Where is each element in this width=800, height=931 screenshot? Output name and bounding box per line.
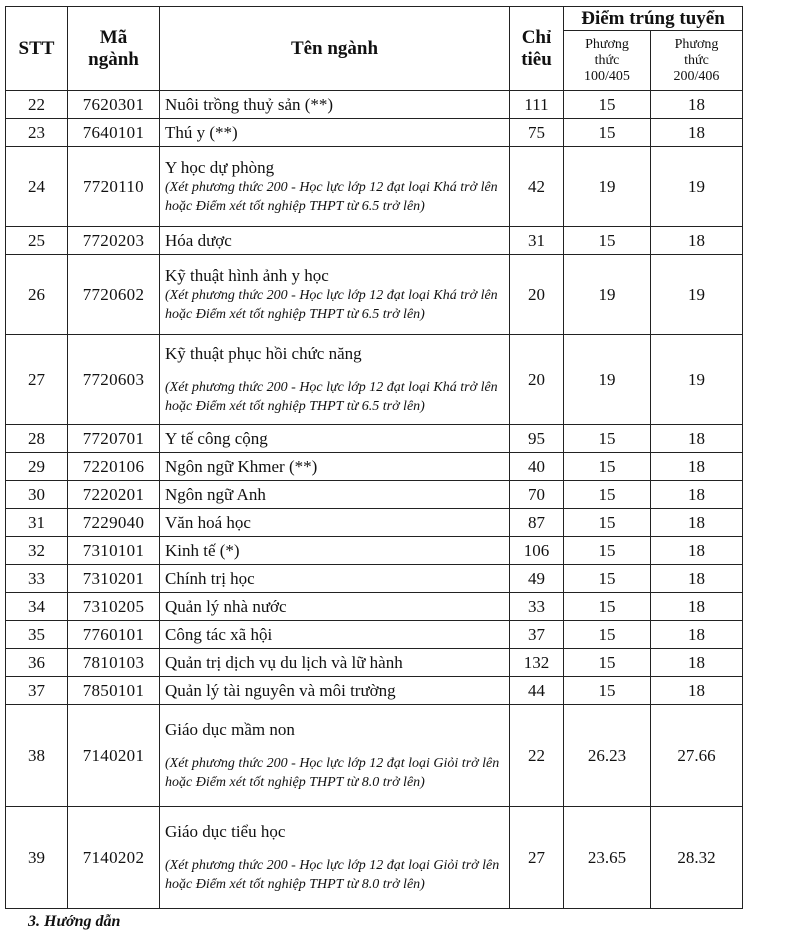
cell-name (160, 677, 510, 705)
cell-name (160, 91, 510, 119)
cell-name (160, 453, 510, 481)
cell-quota: 42 (510, 147, 564, 227)
cell-quota: 87 (510, 509, 564, 537)
cell-name (160, 593, 510, 621)
table-row (6, 807, 743, 909)
cell-name (160, 649, 510, 677)
cell-code: 7220201 (68, 481, 160, 509)
major-name: Y tế công cộng (165, 428, 268, 448)
cell-code: 7720603 (68, 335, 160, 425)
cell-method-1: 15 (564, 509, 651, 537)
cell-method-1: 19 (564, 335, 651, 425)
major-name: Quản lý nhà nước (165, 596, 287, 616)
table-row (6, 677, 743, 705)
cell-method-2: 18 (651, 565, 743, 593)
cell-method-1: 15 (564, 537, 651, 565)
cell-stt: 36 (6, 649, 68, 677)
cell-method-2: 18 (651, 119, 743, 147)
cell-quota: 31 (510, 227, 564, 255)
cell-quota: 20 (510, 335, 564, 425)
header-score-group: Điểm trúng tuyển (564, 7, 743, 31)
major-name: Ngôn ngữ Anh (165, 484, 266, 504)
cell-name (160, 425, 510, 453)
table-row (6, 255, 743, 335)
major-name: Giáo dục mầm non (165, 719, 295, 739)
cell-method-2: 18 (651, 677, 743, 705)
cell-method-1: 15 (564, 425, 651, 453)
cell-stt: 31 (6, 509, 68, 537)
cell-code: 7760101 (68, 621, 160, 649)
cell-method-1: 26.23 (564, 705, 651, 807)
major-note: (Xét phương thức 200 - Học lực lớp 12 đạt loại Khá trở lên hoặc Điểm xét tốt nghiệp THPT từ 6.5 trở lên) (165, 379, 498, 414)
table-row (6, 147, 743, 227)
cell-quota: 132 (510, 649, 564, 677)
cell-method-1: 15 (564, 649, 651, 677)
cell-stt: 32 (6, 537, 68, 565)
table-row (6, 537, 743, 565)
major-name: Kinh tế (*) (165, 540, 240, 560)
cell-stt: 35 (6, 621, 68, 649)
cell-method-1: 15 (564, 621, 651, 649)
cell-method-1: 15 (564, 227, 651, 255)
cell-method-2: 18 (651, 621, 743, 649)
major-name: Chính trị học (165, 568, 255, 588)
cell-stt: 29 (6, 453, 68, 481)
cell-method-2: 27.66 (651, 705, 743, 807)
table-row (6, 565, 743, 593)
cell-quota: 44 (510, 677, 564, 705)
cell-quota: 33 (510, 593, 564, 621)
table-row (6, 119, 743, 147)
major-note: (Xét phương thức 200 - Học lực lớp 12 đạt loại Giỏi trở lên hoặc Điểm xét tốt nghiệp THPT từ 8.0 trở lên) (165, 755, 500, 790)
cell-stt: 39 (6, 807, 68, 909)
cell-method-2: 18 (651, 453, 743, 481)
cell-method-1: 19 (564, 255, 651, 335)
major-name: Kỹ thuật phục hồi chức năng (165, 343, 362, 363)
cell-method-2: 18 (651, 425, 743, 453)
cell-name (160, 227, 510, 255)
cell-code: 7140201 (68, 705, 160, 807)
cell-name (160, 705, 510, 807)
header-name: Tên ngành (160, 7, 510, 91)
cell-code: 7720203 (68, 227, 160, 255)
cell-name (160, 335, 510, 425)
cell-name (160, 621, 510, 649)
cell-quota: 49 (510, 565, 564, 593)
cell-method-2: 18 (651, 509, 743, 537)
cell-method-2: 18 (651, 593, 743, 621)
cell-stt: 27 (6, 335, 68, 425)
header-method-2: Phương thức 200/406 (651, 31, 743, 91)
cell-name (160, 807, 510, 909)
major-name: Y học dự phòng (165, 157, 275, 177)
cell-quota: 27 (510, 807, 564, 909)
table-row (6, 453, 743, 481)
cell-code: 7810103 (68, 649, 160, 677)
cell-name (160, 147, 510, 227)
admission-score-table (5, 6, 743, 909)
cell-method-2: 28.32 (651, 807, 743, 909)
cell-stt: 30 (6, 481, 68, 509)
major-name: Công tác xã hội (165, 624, 273, 644)
major-name: Văn hoá học (165, 512, 251, 532)
cell-quota: 20 (510, 255, 564, 335)
cell-name (160, 509, 510, 537)
cell-quota: 22 (510, 705, 564, 807)
cell-name (160, 481, 510, 509)
cell-stt: 25 (6, 227, 68, 255)
major-name: Quản trị dịch vụ du lịch và lữ hành (165, 652, 403, 672)
major-name: Quản lý tài nguyên và môi trường (165, 680, 396, 700)
major-name: Giáo dục tiểu học (165, 821, 286, 841)
cell-method-1: 15 (564, 453, 651, 481)
cell-code: 7640101 (68, 119, 160, 147)
cell-name (160, 119, 510, 147)
header-code: Mã ngành (68, 7, 160, 91)
section-heading-footer: 3. Hướng dẫn (28, 913, 121, 930)
cell-name (160, 537, 510, 565)
cell-code: 7720701 (68, 425, 160, 453)
cell-method-1: 15 (564, 119, 651, 147)
cell-stt: 28 (6, 425, 68, 453)
cell-quota: 37 (510, 621, 564, 649)
cell-method-1: 15 (564, 593, 651, 621)
cell-code: 7720110 (68, 147, 160, 227)
cell-code: 7140202 (68, 807, 160, 909)
cell-method-1: 23.65 (564, 807, 651, 909)
cell-method-1: 15 (564, 91, 651, 119)
table-row (6, 481, 743, 509)
cell-stt: 38 (6, 705, 68, 807)
cell-stt: 26 (6, 255, 68, 335)
cell-quota: 95 (510, 425, 564, 453)
cell-quota: 111 (510, 91, 564, 119)
header-quota: Chỉ tiêu (510, 7, 564, 91)
major-name: Ngôn ngữ Khmer (**) (165, 456, 318, 476)
major-name: Kỹ thuật hình ảnh y học (165, 265, 329, 285)
major-name: Thú y (**) (165, 122, 238, 142)
cell-method-1: 19 (564, 147, 651, 227)
cell-stt: 22 (6, 91, 68, 119)
cell-name (160, 565, 510, 593)
major-note: (Xét phương thức 200 - Học lực lớp 12 đạt loại Khá trở lên hoặc Điểm xét tốt nghiệp THPT từ 6.5 trở lên) (165, 287, 498, 322)
table-row (6, 509, 743, 537)
cell-code: 7850101 (68, 677, 160, 705)
cell-code: 7310201 (68, 565, 160, 593)
cell-method-1: 15 (564, 677, 651, 705)
cell-code: 7620301 (68, 91, 160, 119)
cell-method-2: 19 (651, 255, 743, 335)
table-row (6, 621, 743, 649)
table-row (6, 649, 743, 677)
cell-code: 7310101 (68, 537, 160, 565)
table-row (6, 227, 743, 255)
cell-quota: 75 (510, 119, 564, 147)
cell-method-2: 18 (651, 481, 743, 509)
table-row (6, 593, 743, 621)
cell-method-1: 15 (564, 481, 651, 509)
major-name: Hóa dược (165, 230, 232, 250)
cell-method-2: 19 (651, 147, 743, 227)
cell-quota: 40 (510, 453, 564, 481)
cell-name (160, 255, 510, 335)
cell-method-2: 19 (651, 335, 743, 425)
table-row (6, 425, 743, 453)
cell-code: 7310205 (68, 593, 160, 621)
cell-method-2: 18 (651, 537, 743, 565)
cell-code: 7720602 (68, 255, 160, 335)
cell-method-2: 18 (651, 227, 743, 255)
table-row (6, 335, 743, 425)
header-stt: STT (6, 7, 68, 91)
header-method-1: Phương thức 100/405 (564, 31, 651, 91)
cell-quota: 70 (510, 481, 564, 509)
cell-stt: 34 (6, 593, 68, 621)
cell-code: 7229040 (68, 509, 160, 537)
major-name: Nuôi trồng thuỷ sản (**) (165, 94, 334, 114)
table-row (6, 705, 743, 807)
table-row (6, 91, 743, 119)
major-note: (Xét phương thức 200 - Học lực lớp 12 đạt loại Khá trở lên hoặc Điểm xét tốt nghiệp THPT từ 6.5 trở lên) (165, 179, 498, 214)
cell-stt: 37 (6, 677, 68, 705)
cell-stt: 23 (6, 119, 68, 147)
cell-stt: 24 (6, 147, 68, 227)
cell-quota: 106 (510, 537, 564, 565)
cell-code: 7220106 (68, 453, 160, 481)
cell-method-2: 18 (651, 91, 743, 119)
major-note: (Xét phương thức 200 - Học lực lớp 12 đạt loại Giỏi trở lên hoặc Điểm xét tốt nghiệp THPT từ 8.0 trở lên) (165, 857, 500, 892)
cell-method-2: 18 (651, 649, 743, 677)
cell-method-1: 15 (564, 565, 651, 593)
cell-stt: 33 (6, 565, 68, 593)
